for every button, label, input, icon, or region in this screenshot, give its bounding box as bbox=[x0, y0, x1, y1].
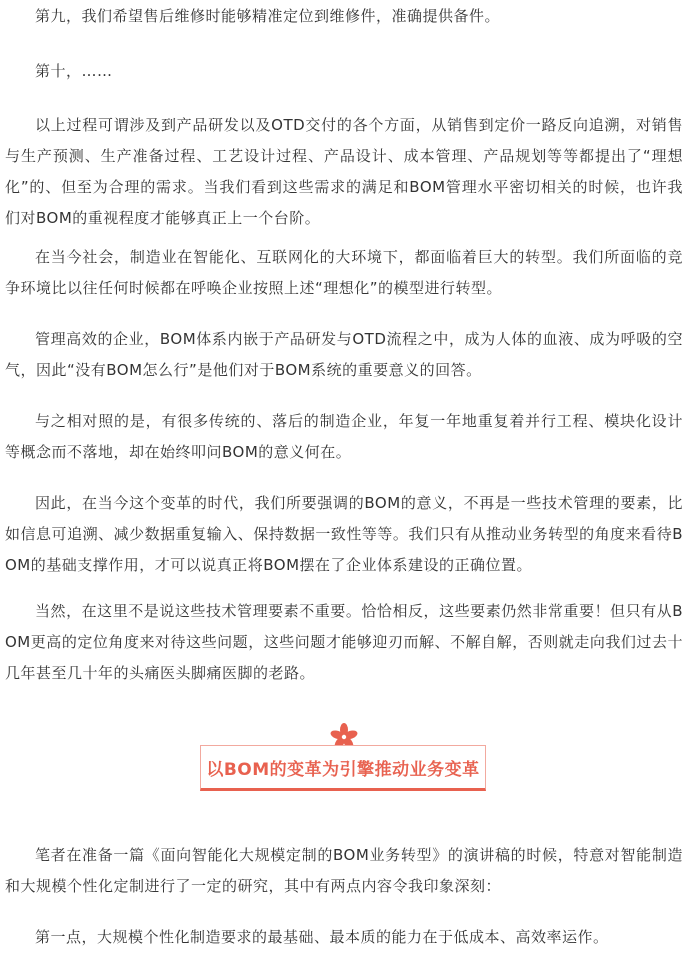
section-heading-box bbox=[200, 745, 486, 791]
paragraph-transformation: 在当今社会，制造业在智能化、互联网化的大环境下，都面临着巨大的转型。我们所面临的竞争环境比以往任何时候都在呼唤企业按照上述“理想化”的模型进行转型。 bbox=[5, 248, 683, 297]
paragraph-summary: 以上过程可谓涉及到产品研发以及OTD交付的各个方面，从销售到定价一路反向追溯，对销售与生产预测、生产准备过程、工艺设计过程、产品设计、成本管理、产品规划等等都提出了“理想化”的、但至为合理的需求。当我们看到这些需求的满足和BOM管理水平密切相关的时候，也许我们对BOM的重视程度才能够真正上一个台阶。 bbox=[5, 116, 683, 227]
paragraph-efficient-enterprise: 管理高效的企业，BOM体系内嵌于产品研发与OTD流程之中，成为人体的血液、成为呼吸的空气，因此“没有BOM怎么行”是他们对于BOM系统的重要意义的回答。 bbox=[5, 330, 683, 379]
section-heading: 以BOM的变革为引擎推动业务变革 bbox=[206, 759, 480, 780]
paragraph-author-research: 笔者在准备一篇《面向智能化大规模定制的BOM业务转型》的演讲稿的时候，特意对智能制造和大规模个性化定制进行了一定的研究，其中有两点内容令我印象深刻： bbox=[5, 846, 683, 895]
paragraph-bom-meaning: 因此，在当今这个变革的时代，我们所要强调的BOM的意义，不再是一些技术管理的要素，比如信息可追溯、减少数据重复输入、保持数据一致性等等。我们只有从推动业务转型的角度来看待BOM的基础支撑作用，才可以说真正将BOM摆在了企业体系建设的正确位置。 bbox=[5, 494, 683, 574]
paragraph-point-one: 第一点，大规模个性化制造要求的最基础、最本质的能力在于低成本、高效率运作。 bbox=[35, 928, 609, 946]
paragraph-traditional-enterprise: 与之相对照的是，有很多传统的、落后的制造企业，年复一年地重复着并行工程、模块化设计等概念而不落地，却在始终叩问BOM的意义何在。 bbox=[5, 412, 683, 461]
paragraph-technical-elements: 当然，在这里不是说这些技术管理要素不重要。恰恰相反，这些要素仍然非常重要！但只有从BOM更高的定位角度来对待这些问题，这些问题才能够迎刃而解、不解自解，否则就走向我们过去十几年甚至几十年的头痛医头脚痛医脚的老路。 bbox=[5, 602, 683, 682]
paragraph-10: 第十，…… bbox=[35, 62, 113, 80]
paragraph-9: 第九，我们希望售后维修时能够精准定位到维修件，准确提供备件。 bbox=[35, 7, 501, 25]
